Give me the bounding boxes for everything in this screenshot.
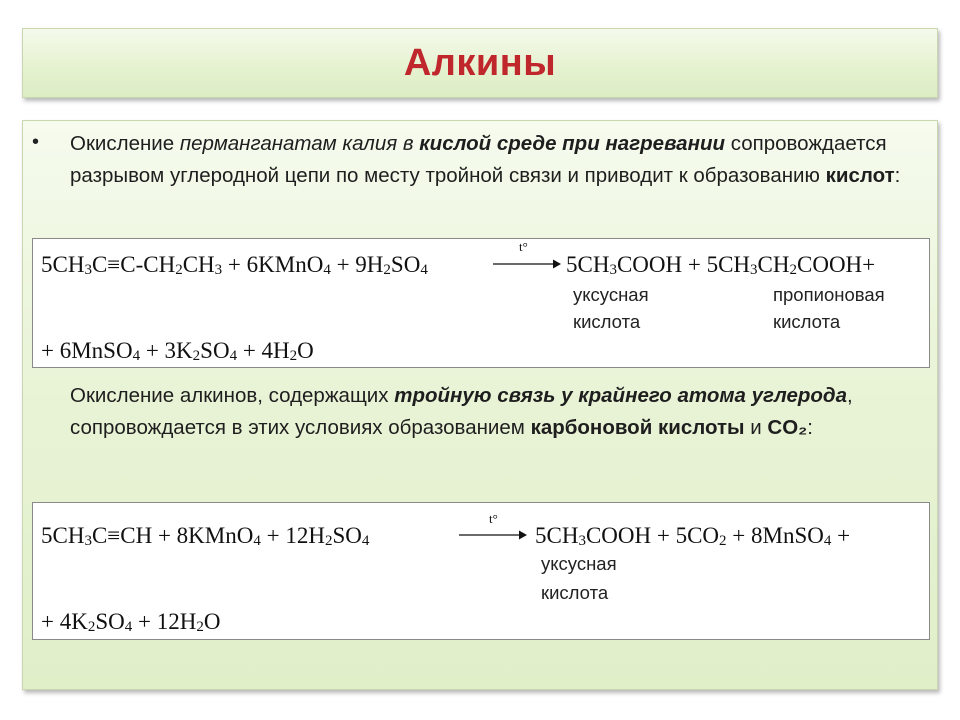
eq1-pa: 5CH: [566, 252, 610, 277]
eq2-pd: +: [831, 523, 851, 548]
eq2-sub: 2: [719, 533, 727, 549]
eq1-products: [566, 252, 875, 278]
eq2-sub: 2: [87, 619, 96, 635]
eq2-sub: 2: [324, 533, 333, 549]
p2-bold-carboxylic: карбоновой кислоты: [530, 415, 745, 439]
eq1-reactants: [41, 252, 428, 278]
eq2-label-acetic-1: уксусная: [541, 553, 617, 574]
paragraph-2: [70, 380, 920, 443]
eq1-sub: 3: [750, 262, 758, 278]
bullet-marker: •: [32, 131, 40, 153]
eq2-lc: + 12H: [132, 609, 197, 634]
slide-title: Алкины: [403, 41, 557, 84]
eq1-rf: SO: [390, 252, 421, 277]
equation-box-1: [32, 238, 930, 368]
eq2-lb: SO: [95, 609, 125, 634]
eq2-pa: 5CH: [535, 523, 579, 548]
eq1-sub: 2: [192, 348, 201, 364]
eq1-lb: + 3K: [140, 338, 193, 363]
equation-box-2: [32, 502, 930, 640]
eq1-sub: 4: [229, 348, 238, 364]
eq1-label-propionic-1: пропионовая: [773, 284, 885, 305]
eq1-ld: + 4H: [237, 338, 290, 363]
eq1-reaction-arrow: [493, 257, 561, 271]
eq1-rd: + 6KMnO: [222, 252, 324, 277]
eq1-pc: CH: [757, 252, 790, 277]
eq1-lc: SO: [200, 338, 230, 363]
eq2-sub: 4: [361, 533, 370, 549]
eq1-la: + 6MnSO: [41, 338, 133, 363]
eq1-sub: 2: [175, 262, 183, 278]
eq1-sub: 3: [214, 262, 223, 278]
p2-text-3: и: [744, 415, 768, 439]
p2-colon: :: [807, 415, 813, 439]
eq2-condition: t°: [489, 511, 498, 526]
eq2-reactants: [41, 523, 369, 549]
p1-bold-acids: кислот: [825, 163, 895, 187]
eq1-pb: COOH + 5CH: [616, 252, 751, 277]
eq1-rc: CH: [182, 252, 215, 277]
eq2-rb: C≡CH + 8KMnO: [91, 523, 254, 548]
eq2-label-acetic-2: кислота: [541, 582, 609, 603]
eq2-rd: SO: [332, 523, 362, 548]
eq1-pd: COOH+: [797, 252, 876, 277]
eq1-label-acetic-1: уксусная: [573, 284, 649, 305]
eq1-sub: 4: [420, 262, 428, 278]
eq2-rc: + 12H: [260, 523, 325, 548]
eq1-re: + 9H: [330, 252, 384, 277]
eq2-sub: 4: [253, 533, 261, 549]
p1-colon: :: [894, 163, 901, 187]
p2-bold-italic-terminal: тройную связь у крайнего атома углерода: [394, 384, 847, 407]
eq2-ld: O: [203, 609, 221, 634]
eq2-la: + 4K: [41, 609, 88, 634]
p2-text-2: , сопровождается в этих условиях образованием: [70, 384, 853, 439]
eq2-reaction-arrow: [459, 528, 527, 542]
eq1-sub: 4: [323, 262, 331, 278]
eq1-sub: 3: [84, 262, 92, 278]
eq2-products: [535, 523, 850, 549]
eq1-sub: 3: [609, 262, 617, 278]
eq1-rb: C≡C-CH: [91, 252, 176, 277]
paragraph-1: [70, 128, 920, 191]
eq1-sub: 2: [789, 262, 797, 278]
eq1-ra: 5CH: [41, 252, 85, 277]
eq1-condition: t°: [519, 239, 528, 254]
eq1-sub: 2: [383, 262, 391, 278]
eq1-label-propionic-2: кислота: [773, 311, 841, 332]
p2-bold-co2: CO₂: [767, 415, 808, 439]
eq2-sub: 2: [196, 619, 204, 635]
title-box: [22, 28, 938, 98]
eq2-sub: 4: [124, 619, 133, 635]
eq1-line2: [41, 338, 314, 364]
p1-text-2: сопровождается разрывом углеродной цепи по месту тройной связи и приводит к образованию: [70, 132, 887, 187]
eq1-sub: 4: [132, 348, 141, 364]
eq2-sub: 3: [84, 533, 92, 549]
eq1-sub: 2: [289, 348, 298, 364]
eq1-le: O: [297, 338, 314, 363]
p1-bold-italic-conditions: кислой среде при нагревании: [419, 132, 726, 155]
eq2-sub: 3: [578, 533, 586, 549]
eq2-pb: COOH + 5CO: [585, 523, 720, 548]
eq2-line2: [41, 609, 220, 635]
eq2-ra: 5CH: [41, 523, 85, 548]
eq2-pc: + 8MnSO: [726, 523, 824, 548]
p1-italic-reagent: перманганатам калия в: [179, 132, 414, 155]
p1-text-1: Окисление: [70, 132, 180, 155]
eq2-sub: 4: [823, 533, 832, 549]
p2-text-1: Окисление алкинов, содержащих: [70, 384, 395, 407]
eq1-label-acetic-2: кислота: [573, 311, 641, 332]
